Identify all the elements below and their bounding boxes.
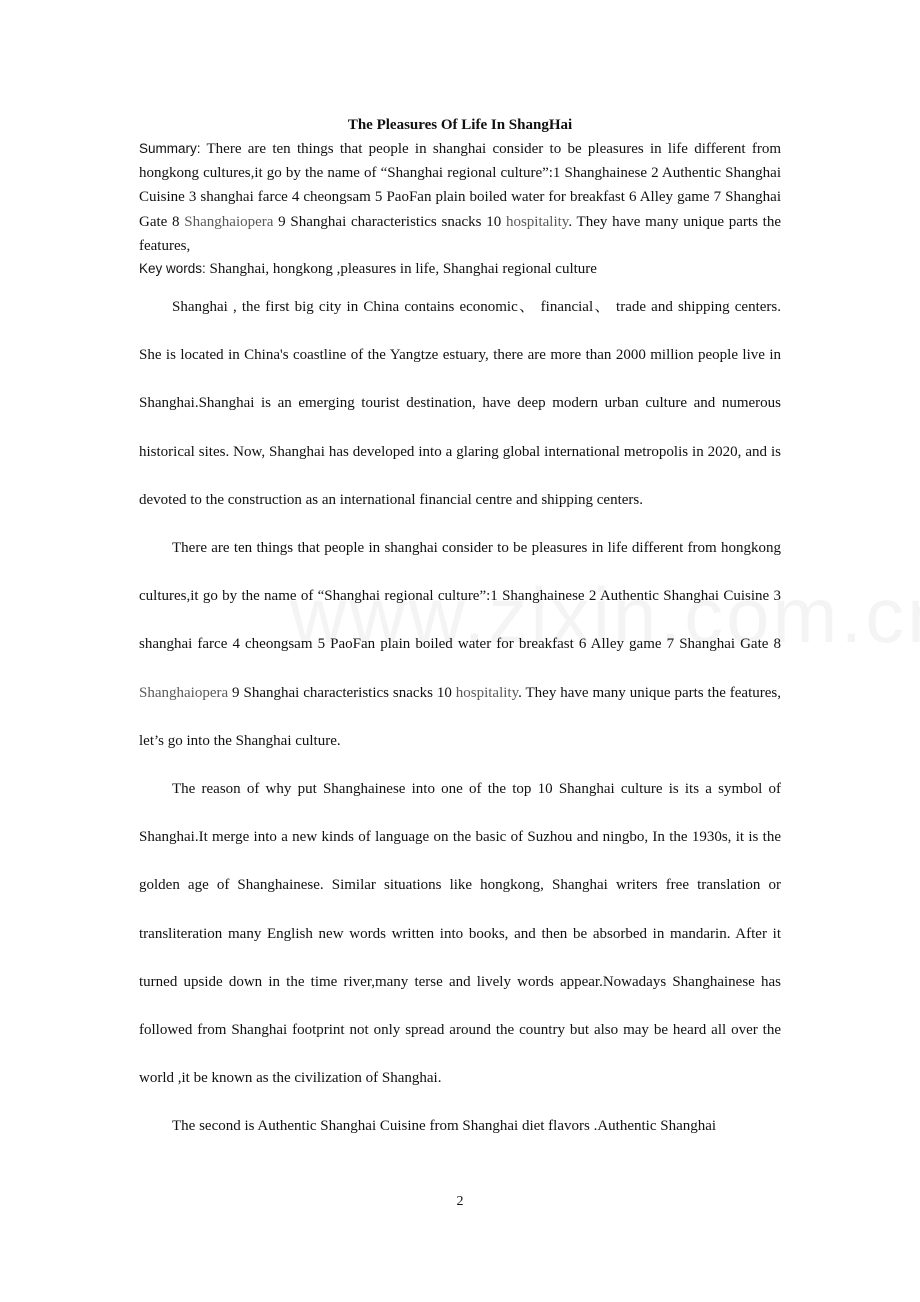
keywords-block [139, 258, 781, 280]
summary-block [139, 137, 781, 258]
summary-text: There are ten things that people in shanghai consider to be pleasures in life different from hongkong cultures,it go by the name of “Shanghai regional culture”:1 Shanghainese 2 Authentic Shanghai Cuisine 3 shanghai farce 4 cheongsam 5 PaoFan plain boiled water for breakfast 6 Alley game 7 Shanghai Gate 8 [139, 141, 781, 230]
summary-label: Summary: [139, 141, 201, 156]
summary-text-middle: 9 Shanghai characteristics snacks 10 [273, 213, 506, 230]
document-title: The Pleasures Of Life In ShangHai [347, 117, 573, 133]
paragraph-2-text-end: . They have many unique parts the features, let’s go into the Shanghai culture. [139, 684, 781, 749]
keywords-text: Shanghai, hongkong ,pleasures in life, Shanghai regional culture [205, 261, 597, 277]
summary-link-shanghaiopera: Shanghaiopera [184, 213, 274, 230]
paragraph-1: Shanghai , the first big city in China contains economic、 financial、 trade and shipping centers. She is located in China's coastline of the Yangtze estuary, there are more than 2000 million people live in Shanghai.Shanghai is an emerging tourist destination, have deep modern urban culture and numerous historical sites. Now, Shanghai has developed into a glaring global international metropolis in 2020, and is devoted to the construction as an international financial centre and shipping centers. [139, 299, 781, 508]
paragraph-2-text-middle: 9 Shanghai characteristics snacks 10 [228, 684, 456, 701]
paragraph-3: The reason of why put Shanghainese into one of the top 10 Shanghai culture is its a symbol of Shanghai.It merge into a new kinds of language on the basic of Suzhou and ningbo, In the 1930s, it is the golden age of Shanghainese. Similar situations like hongkong, Shanghai writers free translation or transliteration many English new words written into books, and then be absorbed in mandarin. After it turned upside down in the time river,many terse and lively words appear.Nowadays Shanghainese has followed from Shanghai footprint not only spread around the country but also may be heard all over the world ,it be known as the civilization of Shanghai. [139, 781, 781, 1087]
paragraph-2-text: There are ten things that people in shanghai consider to be pleasures in life different from hongkong cultures,it go by the name of “Shanghai regional culture”:1 Shanghainese 2 Authentic Shanghai Cuisine 3 shanghai farce 4 cheongsam 5 PaoFan plain boiled water for breakfast 6 Alley game 7 Shanghai Gate 8 [139, 540, 781, 653]
paragraph-2 [139, 524, 781, 765]
summary-link-hospitality: hospitality [505, 213, 569, 230]
paragraph-2-link-shanghaiopera: Shanghaiopera [139, 684, 229, 701]
body-text [139, 283, 781, 1151]
keywords-label: Key words: [139, 261, 206, 276]
paragraph-4: The second is Authentic Shanghai Cuisine from Shanghai diet flavors .Authentic Shanghai [172, 1118, 717, 1135]
summary-text-end: . They have many unique parts the features, [139, 213, 781, 254]
paragraph-2-link-hospitality: hospitality [455, 684, 519, 701]
page-number: 2 [456, 1194, 464, 1209]
